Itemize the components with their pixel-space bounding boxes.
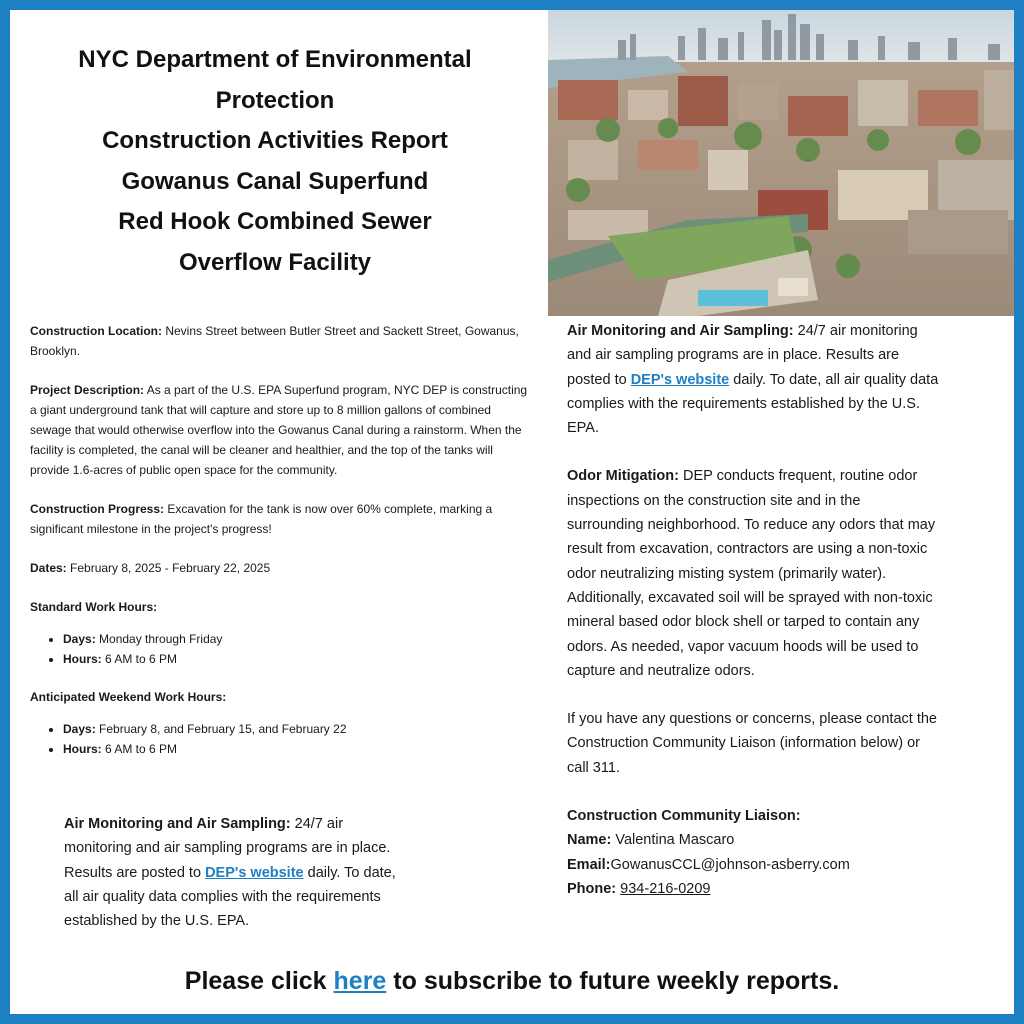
dates-label: Dates: [30, 561, 67, 575]
report-title [32, 40, 518, 283]
list-item [63, 739, 535, 759]
construction-location [30, 321, 535, 361]
progress-text: Excavation for the tank is now over 60% complete, marking a significant milestone in the project's progress! [30, 502, 493, 536]
subscribe-footer [10, 966, 1014, 996]
hours-text: 6 AM to 6 PM [101, 652, 178, 666]
phone-link[interactable]: 934-216-0209 [620, 880, 711, 897]
footer-text: Please click [184, 967, 334, 995]
questions-text: If you have any questions or concerns, please contact the Construction Community Liaison (information below) or call 311. [567, 711, 937, 776]
standard-hours-list [30, 629, 535, 669]
weekend-hours-heading: Anticipated Weekend Work Hours: [30, 690, 227, 704]
title-line: Red Hook Combined Sewer [118, 208, 432, 235]
dep-website-link[interactable]: DEP's website [630, 371, 730, 388]
progress-label: Construction Progress: [30, 502, 165, 516]
list-item [63, 629, 535, 649]
title-line: NYC Department of Environmental [78, 46, 472, 73]
odor-label: Odor Mitigation: [567, 468, 679, 485]
footer-text-after: to subscribe to future weekly reports. [386, 967, 840, 995]
dates [30, 558, 535, 578]
liaison-phone [567, 877, 939, 901]
name-label: Name: [567, 832, 612, 849]
air-monitoring-left [64, 812, 409, 933]
location-text: Nevins Street between Butler Street and Sackett Street, Gowanus, Brooklyn. [30, 324, 519, 358]
days-label: Days: [63, 722, 96, 736]
odor-mitigation [567, 464, 939, 683]
air-monitoring-label: Air Monitoring and Air Sampling: [567, 323, 794, 339]
dep-website-link[interactable]: DEP's website [205, 864, 304, 881]
air-monitoring-text: 24/7 air monitoring and air sampling programs are in place. Results are posted to [64, 816, 391, 881]
left-column [30, 321, 535, 777]
right-column [567, 319, 939, 901]
hours-label: Hours: [63, 652, 102, 666]
liaison-email [567, 853, 939, 877]
air-monitoring-right [567, 319, 939, 440]
days-label: Days: [63, 632, 96, 646]
title-line: Construction Activities Report [102, 127, 448, 154]
dates-text: February 8, 2025 - February 22, 2025 [66, 561, 271, 575]
project-description [30, 380, 535, 480]
title-line: Gowanus Canal Superfund [121, 167, 429, 195]
description-text: As a part of the U.S. EPA Superfund program, NYC DEP is constructing a giant underground tank that will capture and store up to 8 million gallons of combined sewage that would otherwise overflow into the Gowanus Canal during a rainstorm. When the facility is completed, the canal will be cleaner and healthier, and the top of the tanks will provide 1.6-acres of public open space for the community. [30, 383, 528, 477]
title-line: Protection [215, 86, 335, 114]
hours-text: 6 AM to 6 PM [101, 742, 178, 756]
standard-hours-heading: Standard Work Hours: [30, 600, 158, 614]
description-label: Project Description: [30, 383, 145, 397]
odor-text: DEP conducts frequent, routine odor inspections on the construction site and in the surrounding neighborhood. To reduce any odors that may result from excavation, contractors are using a non-toxic odor neutralizing misting system (primarily water). Additionally, excavated soil will be sprayed with non-toxic mineral based odor block shell or tarped to contain any odors. As needed, vapor vacuum hoods will be used to capture and neutralize odors. [567, 468, 936, 679]
air-monitoring-text-after: daily. To date, all air quality data complies with the requirements established by the U.S. EPA. [64, 864, 396, 930]
name-value: Valentina Mascaro [611, 832, 735, 849]
location-label: Construction Location: [30, 324, 162, 338]
subscribe-link[interactable]: here [333, 967, 387, 995]
email-value: GowanusCCL@johnson-asberry.com [610, 856, 850, 873]
construction-progress [30, 499, 535, 539]
email-label: Email: [567, 856, 611, 873]
days-text: February 8, and February 15, and February 22 [95, 722, 347, 736]
list-item [63, 649, 535, 669]
hours-label: Hours: [63, 742, 102, 756]
air-monitoring-label: Air Monitoring and Air Sampling: [64, 816, 291, 832]
weekend-hours-list [30, 719, 535, 759]
liaison-heading: Construction Community Liaison: [567, 808, 801, 825]
days-text: Monday through Friday [95, 632, 223, 646]
air-monitoring-text: 24/7 air monitoring and air sampling programs are in place. Results are posted to [567, 323, 918, 388]
list-item [63, 719, 535, 739]
title-line: Overflow Facility [178, 248, 372, 276]
aerial-city-photo [548, 10, 1024, 316]
phone-label: Phone: [567, 880, 617, 897]
liaison-name [567, 828, 939, 852]
air-monitoring-text-after: daily. To date, all air quality data complies with the requirements established by the U.S. EPA. [567, 371, 939, 437]
